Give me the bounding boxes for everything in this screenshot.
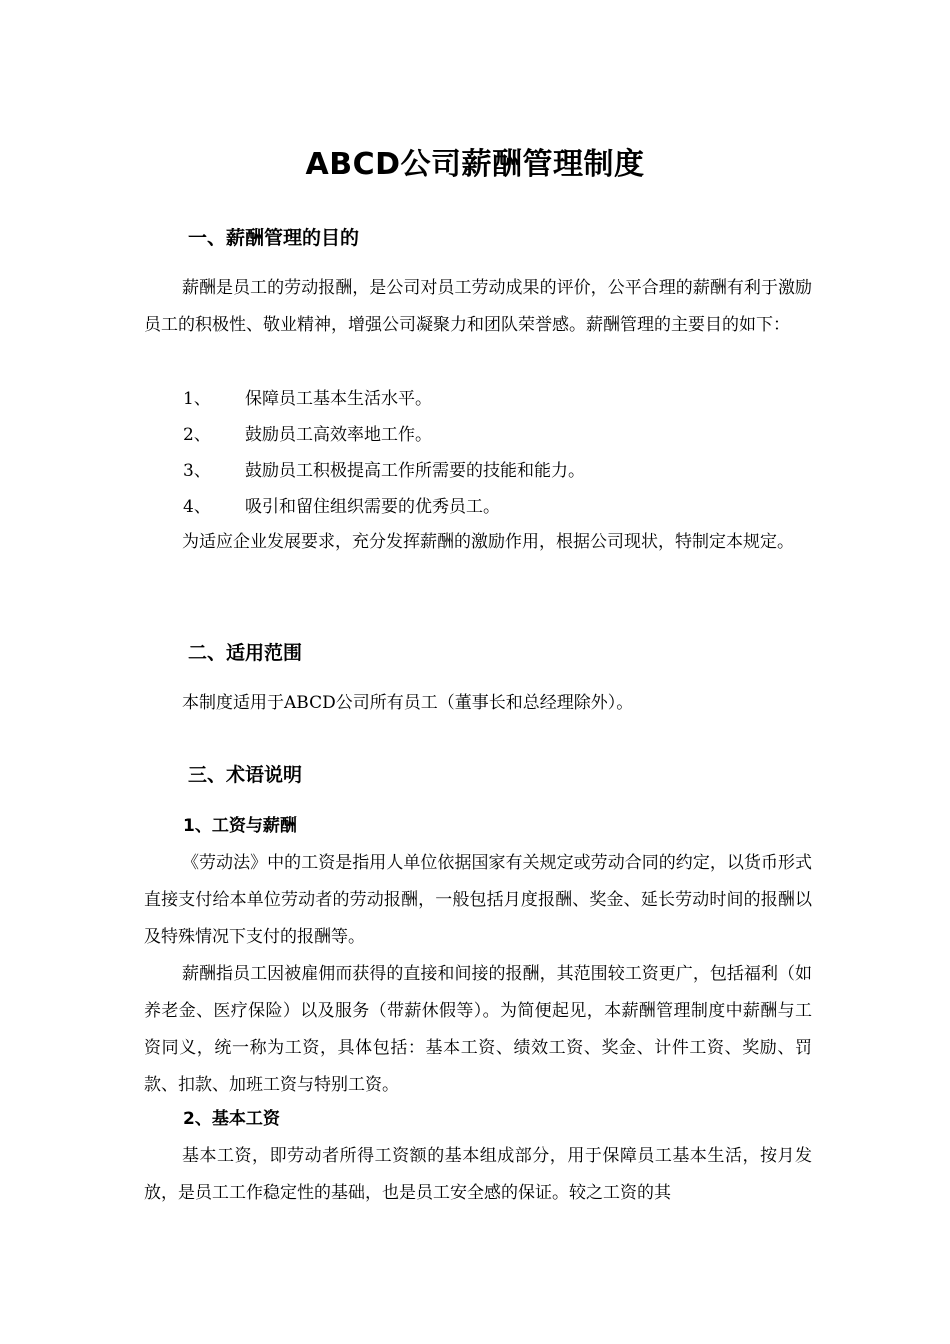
subsection-heading-base-salary: 2、基本工资 — [183, 1109, 280, 1129]
purpose-closing-paragraph: 为适应企业发展要求，充分发挥薪酬的激励作用，根据公司现状，特制定本规定。 — [182, 532, 794, 552]
document-title: ABCD公司薪酬管理制度 — [305, 147, 645, 182]
pay-definition-paragraph: 薪酬指员工因被雇佣而获得的直接和间接的报酬，其范围较工资更广，包括福利（如养老金、医疗保险）以及服务（带薪休假等）。为简便起见，本薪酬管理制度中薪酬与工资同义，统一称为工资，具体包括：基本工资、绩效工资、奖金、计件工资、奖励、罚款、扣款、加班工资与特别工资。 — [144, 964, 812, 1095]
purpose-list-item — [183, 458, 585, 484]
section-heading-terms: 三、术语说明 — [188, 764, 303, 786]
list-item-text: 吸引和留住组织需要的优秀员工。 — [245, 497, 500, 517]
section-heading-purpose: 一、薪酬管理的目的 — [188, 227, 360, 249]
section-heading-scope: 二、适用范围 — [188, 642, 303, 664]
purpose-intro-paragraph: 薪酬是员工的劳动报酬，是公司对员工劳动成果的评价，公平合理的薪酬有利于激励员工的积极性、敬业精神，增强公司凝聚力和团队荣誉感。薪酬管理的主要目的如下： — [144, 278, 812, 335]
list-item-number: 2、 — [183, 425, 211, 445]
purpose-list-item — [183, 386, 432, 412]
list-item-text: 鼓励员工积极提高工作所需要的技能和能力。 — [245, 461, 585, 481]
list-item-text: 鼓励员工高效率地工作。 — [245, 425, 432, 445]
list-item-text: 保障员工基本生活水平。 — [245, 389, 432, 409]
list-item-number: 1、 — [183, 389, 211, 409]
wages-definition-paragraph: 《劳动法》中的工资是指用人单位依据国家有关规定或劳动合同的约定，以货币形式直接支付给本单位劳动者的劳动报酬，一般包括月度报酬、奖金、延长劳动时间的报酬以及特殊情况下支付的报酬等。 — [144, 853, 812, 947]
purpose-list-item — [183, 422, 432, 448]
scope-paragraph: 本制度适用于ABCD公司所有员工（董事长和总经理除外）。 — [182, 693, 634, 713]
list-item-number: 3、 — [183, 461, 211, 481]
purpose-list-item — [183, 494, 500, 520]
base-salary-paragraph: 基本工资，即劳动者所得工资额的基本组成部分，用于保障员工基本生活，按月发放，是员工工作稳定性的基础，也是员工安全感的保证。较之工资的其 — [144, 1146, 812, 1203]
subsection-heading-wages-and-pay: 1、工资与薪酬 — [183, 816, 297, 836]
list-item-number: 4、 — [183, 497, 211, 517]
